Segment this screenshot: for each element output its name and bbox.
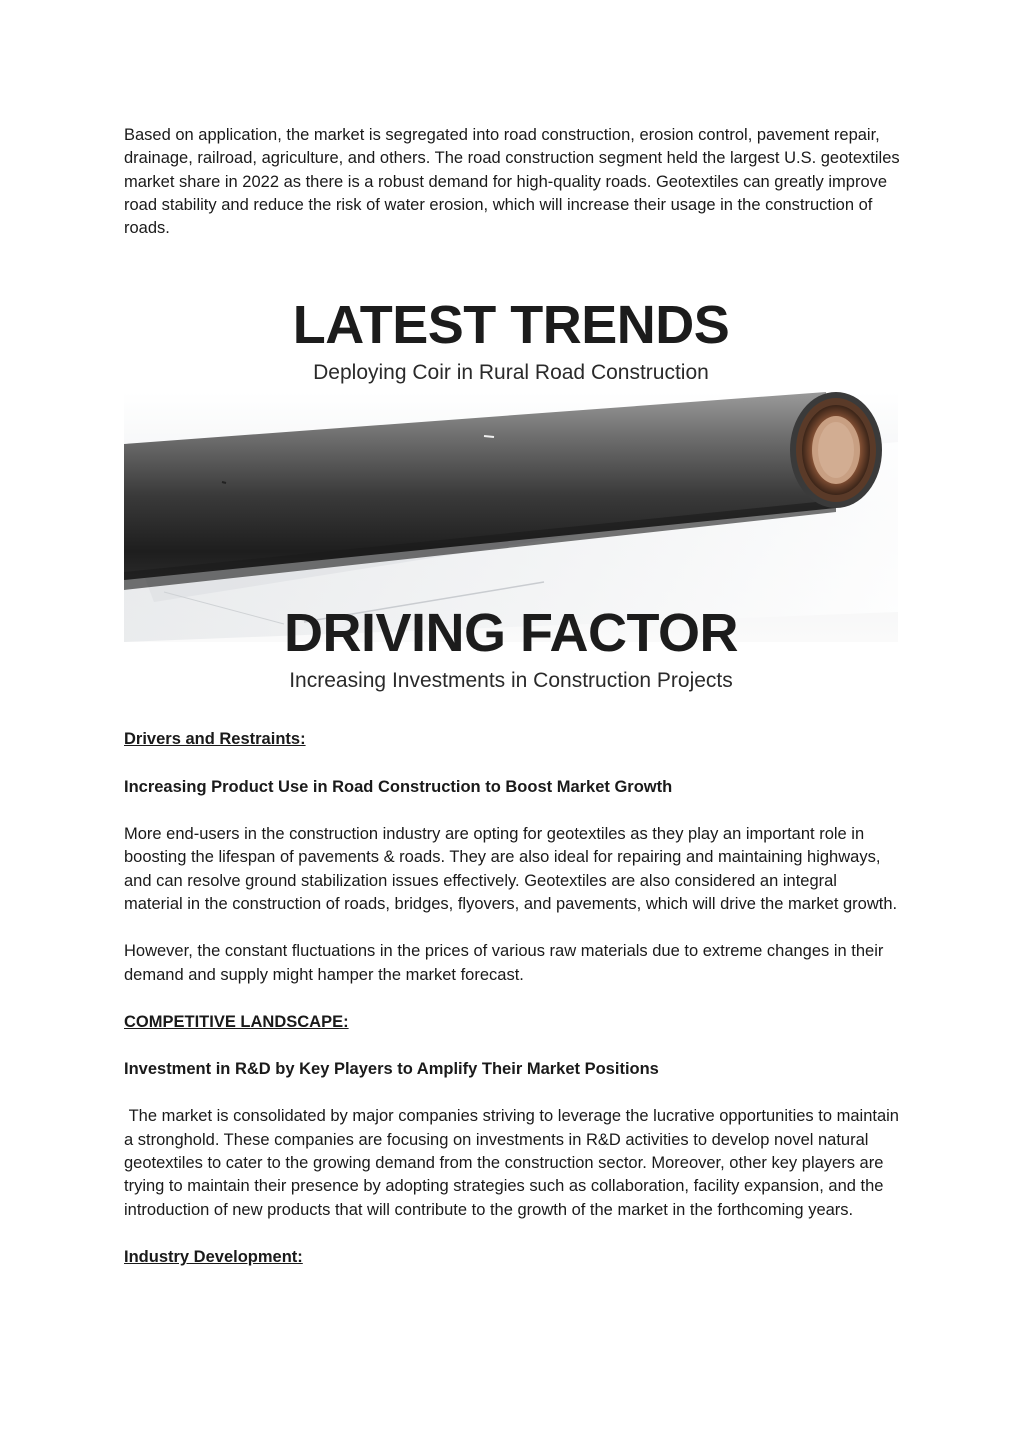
- competitive-paragraph: The market is consolidated by major companies striving to leverage the lucrative opportunities to maintain a stronghold. These companies are focusing on investments in R&D activities to develop novel natural geotextiles to cater to the growing demand from the construction sector. Moreover, other key players are trying to maintain their presence by adopting strategies such as collaboration, facility expansion, and the introduction of new products that will contribute to the growth of the market in the forthcoming years.: [124, 1107, 904, 1219]
- competitive-heading: COMPETITIVE LANDSCAPE:: [124, 1012, 349, 1031]
- drivers-subheading: Increasing Product Use in Road Construction to Boost Market Growth: [124, 777, 673, 796]
- figure-bottom-title: DRIVING FACTOR: [283, 603, 739, 664]
- intro-paragraph: Based on application, the market is segregated into road construction, erosion control, pavement repair, drainage, railroad, agriculture, and others. The road construction segment held the largest U.S. geotextiles market share in 2022 as there is a robust demand for high-quality roads. Geotextiles can greatly improve road stability and reduce the risk of water erosion, which will increase their usage in the construction of roads.: [124, 126, 900, 238]
- drivers-heading: Drivers and Restraints:: [124, 730, 306, 749]
- drivers-paragraph-1: More end-users in the construction industry are opting for geotextiles as they play an important role in boosting the lifespan of pavements & roads. They are also ideal for repairing and maintaining highways, and can resolve ground stabilization issues effectively. Geotextiles are also considered an integral material in the construction of roads, bridges, flyovers, and pavements, which will drive the market growth.: [124, 825, 898, 913]
- industry-heading: Industry Development:: [124, 1247, 303, 1266]
- drivers-paragraph-2: However, the constant fluctuations in the prices of various raw materials due to extreme changes in their demand and supply might hamper the market forecast.: [124, 942, 884, 984]
- infographic-figure: [124, 272, 898, 692]
- figure-top-title: LATEST TRENDS: [292, 295, 730, 356]
- figure-bottom-subtitle: Increasing Investments in Construction Projects: [289, 669, 733, 693]
- document-page: [124, 124, 904, 1293]
- figure-top-subtitle: Deploying Coir in Rural Road Construction: [313, 361, 709, 385]
- competitive-subheading: Investment in R&D by Key Players to Amplify Their Market Positions: [124, 1060, 659, 1079]
